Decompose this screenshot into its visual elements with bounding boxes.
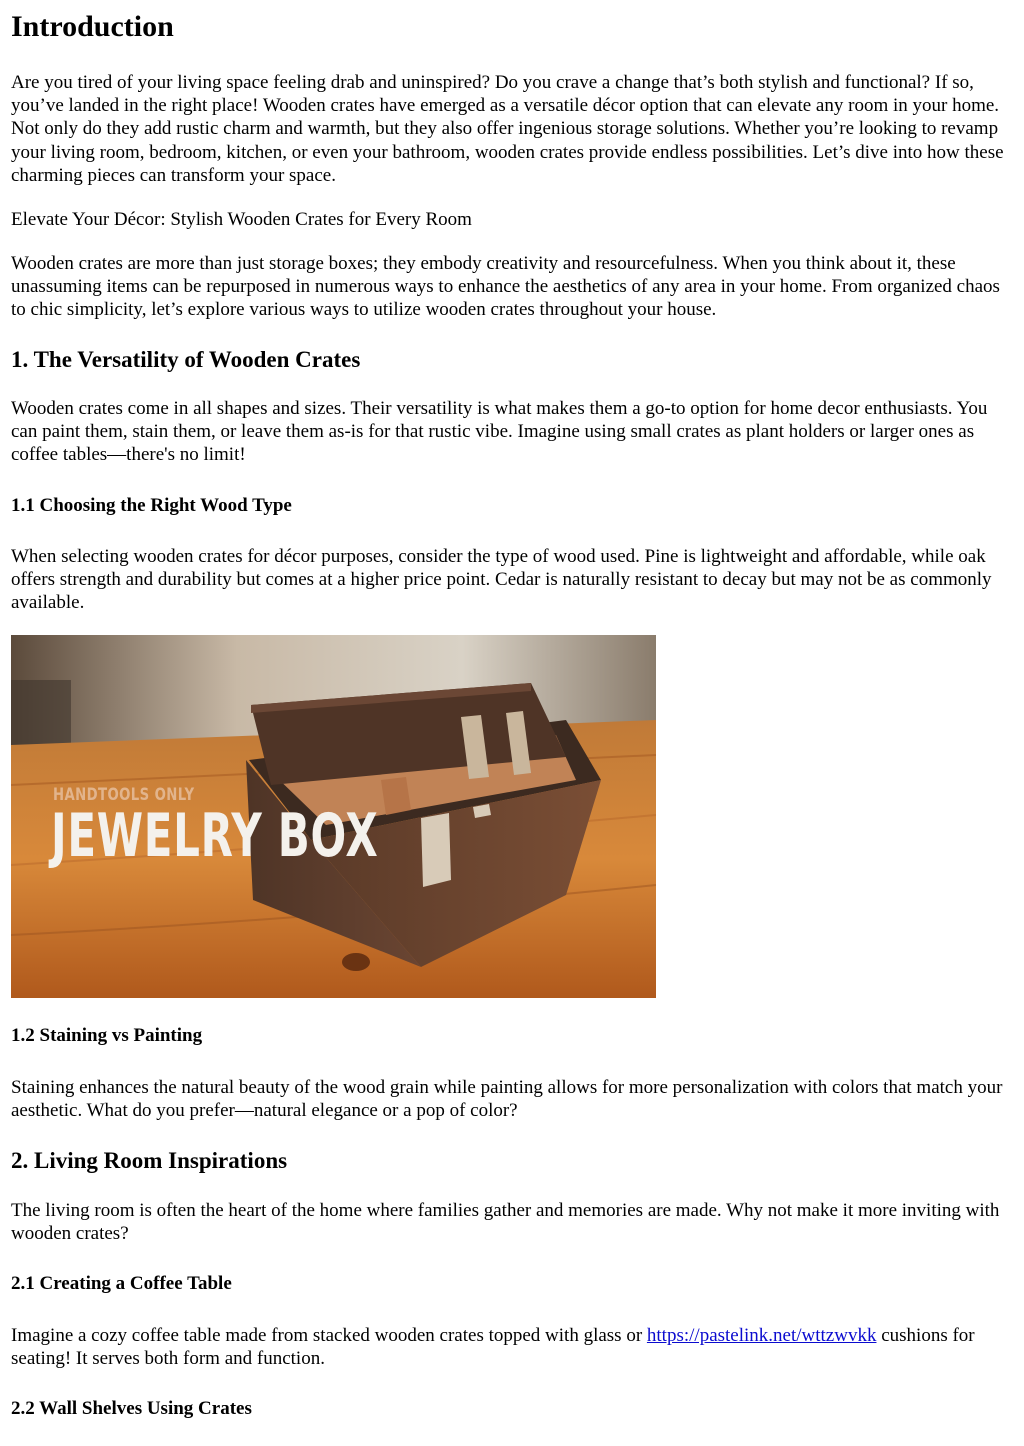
section-1-2-paragraph: Staining enhances the natural beauty of the wood grain while painting allows for more personalization with colors that match your aesthetic. What do you prefer—natural elegance or a pop of color?	[11, 1077, 1003, 1122]
section-2-1-text-after: cushions for seating! It serves both form and function.	[11, 1325, 975, 1370]
image-caption-small: HANDTOOLS ONLY	[53, 785, 195, 805]
jewelry-box-image	[11, 635, 656, 998]
heading-introduction: Introduction	[11, 10, 174, 43]
intro-paragraph: Are you tired of your living space feeling drab and uninspired? Do you crave a change that’s both stylish and functional? If so, you’ve landed in the right place! Wooden crates have emerged as a versatile décor option that can elevate any room in your home. Not only do they add rustic charm and warmth, but they also offer ingenious storage solutions. Whether you’re looking to revamp your living room, bedroom, kitchen, or even your bathroom, wooden crates provide endless possibilities. Let’s dive into how these charming pieces can transform your space.	[11, 72, 1004, 186]
section-1-1-paragraph: When selecting wooden crates for décor purposes, consider the type of wood used. Pine is lightweight and affordable, while oak offers strength and durability but comes at a higher price point. Cedar is naturally resistant to decay but may not be as commonly available.	[11, 546, 992, 614]
section-1-2-heading: 1.2 Staining vs Painting	[11, 1025, 203, 1046]
overview-paragraph: Wooden crates are more than just storage boxes; they embody creativity and resourcefulness. When you think about it, these unassuming items can be repurposed in numerous ways to enhance the aesthetics of any area in your home. From organized chaos to chic simplicity, let’s explore various ways to utilize wooden crates throughout your house.	[11, 253, 1000, 321]
section-1-paragraph: Wooden crates come in all shapes and sizes. Their versatility is what makes them a go-to option for home decor enthusiasts. You can paint them, stain them, or leave them as-is for that rustic vibe. Imagine using small crates as plant holders or larger ones as coffee tables—there's no limit!	[11, 398, 988, 466]
section-2-paragraph: The living room is often the heart of the home where families gather and memories are made. Why not make it more inviting with wooden crates?	[11, 1200, 1000, 1245]
section-1-heading: 1. The Versatility of Wooden Crates	[11, 347, 361, 372]
section-2-2-heading: 2.2 Wall Shelves Using Crates	[11, 1398, 252, 1419]
pastelink-link[interactable]: https://pastelink.net/wttzwvkk	[646, 1325, 877, 1346]
section-1-1-heading: 1.1 Choosing the Right Wood Type	[11, 495, 292, 516]
subtitle-line: Elevate Your Décor: Stylish Wooden Crates for Every Room	[11, 209, 472, 230]
section-2-heading: 2. Living Room Inspirations	[11, 1148, 288, 1173]
section-2-1-paragraph	[11, 1324, 1016, 1370]
section-2-1-heading: 2.1 Creating a Coffee Table	[11, 1273, 232, 1294]
image-caption-large: JEWELRY BOX	[51, 801, 379, 871]
section-2-1-text-before: Imagine a cozy coffee table made from stacked wooden crates topped with glass or	[11, 1325, 647, 1346]
